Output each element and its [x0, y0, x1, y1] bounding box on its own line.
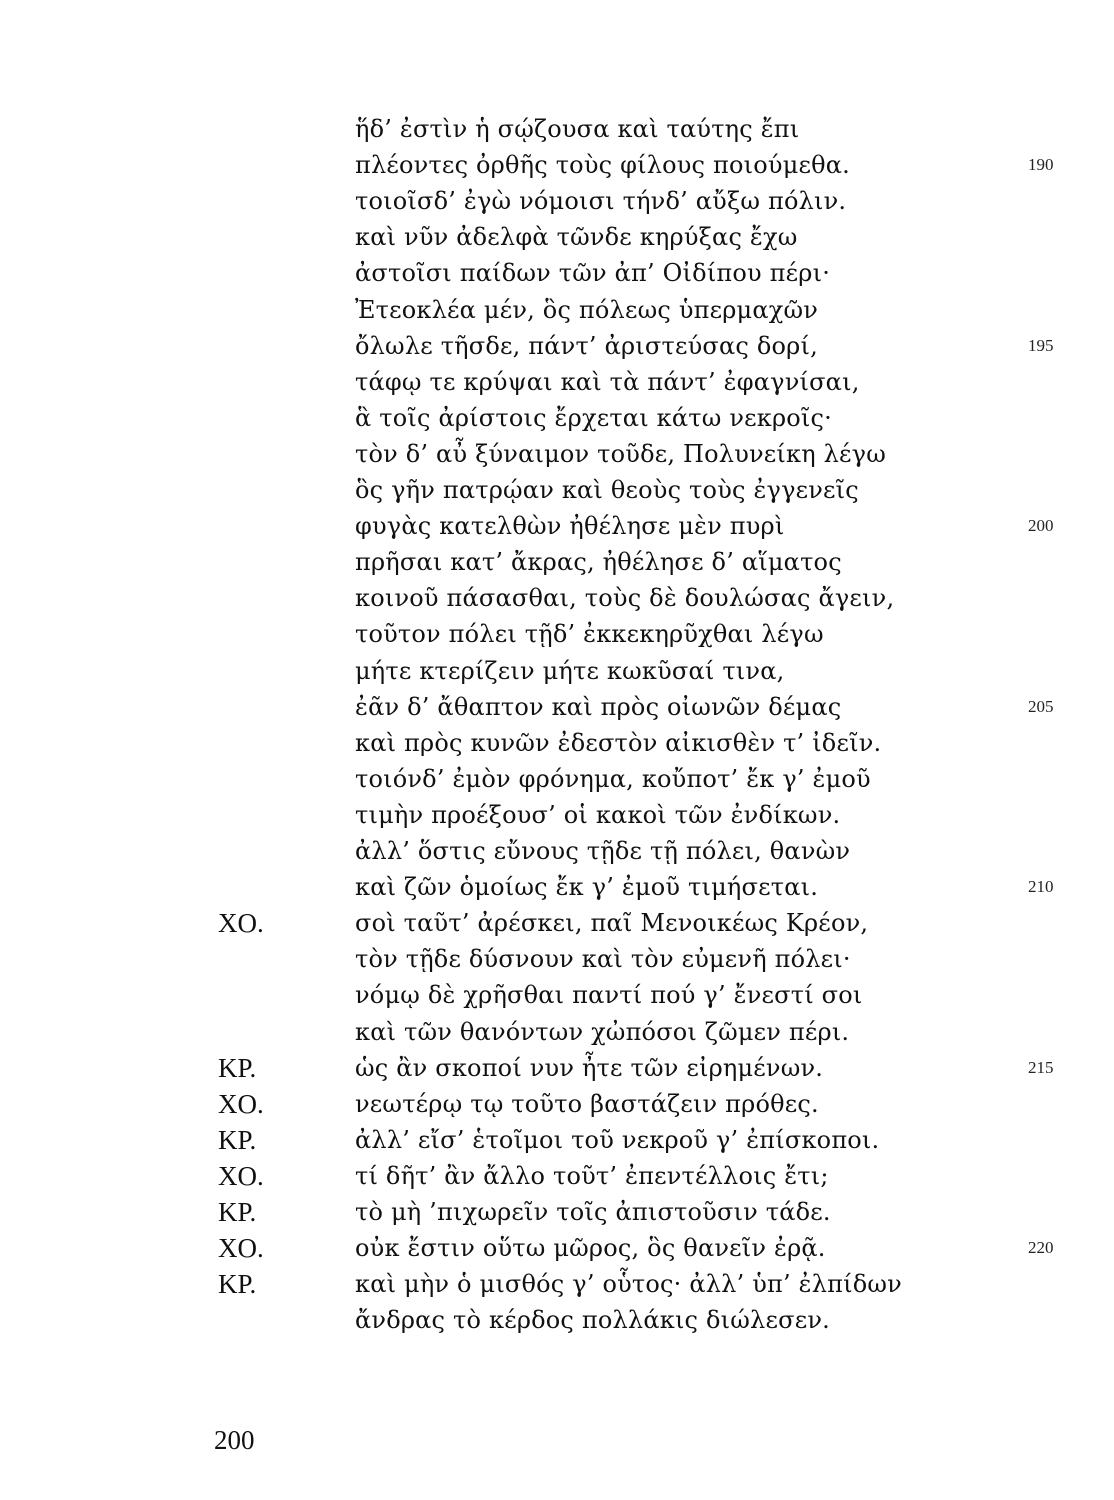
verse-text: τὸ μὴ ’πιχωρεῖν τοῖς ἀπιστοῦσιν τάδε.	[355, 1198, 831, 1226]
verse-text: Ἐτεοκλέα μέν, ὃς πόλεως ὑπερμαχῶν	[355, 295, 819, 324]
verse-text: κοινοῦ πάσασθαι, τοὺς δὲ δουλώσας ἄγειν,	[355, 584, 895, 613]
verse-line	[0, 941, 1114, 977]
verse-text: ἀλλ’ ὅστις εὔνους τῇδε τῇ πόλει, θανὼν	[355, 837, 851, 865]
verse-line	[0, 544, 1114, 580]
line-number: 195	[1028, 335, 1054, 355]
verse-text: τοιόνδ’ ἐμὸν φρόνημα, κοὔποτ’ ἔκ γ’ ἐμοῦ	[355, 764, 871, 793]
verse-line	[0, 183, 1114, 219]
verse-text: φυγὰς κατελθὼν ἠθέλησε μὲν πυρὶ	[355, 512, 785, 541]
verse-text: πλέοντες ὀρθῆς τοὺς φίλους ποιούμεθα.	[355, 151, 851, 180]
verse-line	[0, 436, 1114, 472]
verse-text: ὡς ἂν σκοποί νυν ἦτε τῶν εἰρημένων.	[355, 1053, 824, 1082]
verse-line	[0, 364, 1114, 400]
line-number: 215	[1028, 1057, 1054, 1077]
verse-line	[0, 833, 1114, 869]
verse-line	[0, 400, 1114, 436]
verse-line	[0, 580, 1114, 616]
verse-text: ἥδ’ ἐστὶν ἡ σῴζουσα καὶ ταύτης ἔπι	[355, 115, 800, 143]
verse-line	[0, 1086, 1114, 1122]
verse-line	[0, 616, 1114, 652]
verse-line	[0, 1050, 1114, 1086]
verse-text: πρῆσαι κατ’ ἄκρας, ἠθέλησε δ’ αἵματος	[355, 548, 842, 577]
verse-text: τί δῆτ’ ἂν ἄλλο τοῦτ’ ἐπεντέλλοις ἔτι;	[355, 1161, 829, 1190]
speaker-label: ΧΟ.	[218, 908, 264, 939]
verse-line	[0, 1122, 1114, 1158]
verse-line	[0, 977, 1114, 1013]
speaker-label: ΧΟ.	[218, 1160, 264, 1191]
verse-text: τοῦτον πόλει τῇδ’ ἐκκεκηρῦχθαι λέγω	[355, 620, 824, 649]
verse-line	[0, 1266, 1114, 1302]
speaker-label: ΚΡ.	[218, 1052, 257, 1083]
verse-text: νόμῳ δὲ χρῆσθαι παντί πού γ’ ἔνεστί σοι	[355, 981, 863, 1010]
verse-line	[0, 869, 1114, 905]
verse-text: τοιοῖσδ’ ἐγὼ νόμοισι τήνδ’ αὔξω πόλιν.	[355, 187, 847, 216]
verse-text: καὶ πρὸς κυνῶν ἐδεστὸν αἰκισθὲν τ’ ἰδεῖν.	[355, 728, 882, 757]
verse-line	[0, 111, 1114, 147]
verse-line	[0, 1014, 1114, 1050]
verse-line	[0, 219, 1114, 255]
verse-line	[0, 761, 1114, 797]
verse-line	[0, 328, 1114, 364]
speaker-label: ΚΡ.	[218, 1124, 257, 1155]
speaker-label: ΚΡ.	[218, 1197, 257, 1227]
verse-text: καὶ τῶν θανόντων χὠπόσοι ζῶμεν πέρι.	[355, 1017, 850, 1046]
line-number: 200	[1028, 516, 1054, 536]
verse-line	[0, 472, 1114, 508]
line-number: 210	[1028, 877, 1054, 897]
verse-line	[0, 905, 1114, 941]
verse-text: ἄνδρας τὸ κέρδος πολλάκις διώλεσεν.	[355, 1306, 830, 1335]
speaker-label: ΧΟ.	[218, 1233, 264, 1264]
verse-text: τὸν τῇδε δύσνουν καὶ τὸν εὐμενῆ πόλει·	[355, 945, 851, 974]
speaker-label: ΧΟ.	[218, 1088, 264, 1119]
verse-line	[0, 1302, 1114, 1338]
verse-line	[0, 255, 1114, 291]
verse-text: τὸν δ’ αὖ ξύναιμον τοῦδε, Πολυνείκη λέγω	[355, 439, 886, 468]
verse-text: ὃς γῆν πατρῴαν καὶ θεοὺς τοὺς ἐγγενεῖς	[355, 476, 859, 504]
page-number: 200	[214, 1425, 255, 1455]
verse-line	[0, 653, 1114, 689]
verse-text: καὶ μὴν ὁ μισθός γ’ οὗτος· ἀλλ’ ὑπ’ ἐλπίδων	[355, 1270, 902, 1299]
verse-line	[0, 147, 1114, 183]
verse-text: ἀλλ’ εἴσ’ ἑτοῖμοι τοῦ νεκροῦ γ’ ἐπίσκοποι.	[355, 1125, 880, 1154]
verse-line	[0, 797, 1114, 833]
verse-text: ἐᾶν δ’ ἄθαπτον καὶ πρὸς οἰωνῶν δέμας	[355, 692, 842, 721]
verse-text: οὐκ ἔστιν οὕτω μῶρος, ὃς θανεῖν ἐρᾷ.	[355, 1234, 826, 1263]
verse-text: ἃ τοῖς ἀρίστοις ἔρχεται κάτω νεκροῖς·	[355, 403, 832, 432]
verse-text: τιμὴν προέξουσ’ οἱ κακοὶ τῶν ἐνδίκων.	[355, 800, 841, 829]
speaker-label: ΚΡ.	[218, 1269, 257, 1300]
line-number: 190	[1028, 155, 1054, 175]
verse-text: τάφῳ τε κρύψαι καὶ τὰ πάντ’ ἐφαγνίσαι,	[355, 367, 860, 396]
verse-line	[0, 508, 1114, 544]
verse-line	[0, 1230, 1114, 1266]
verse-text: ἀστοῖσι παίδων τῶν ἀπ’ Οἰδίπου πέρι·	[355, 259, 831, 288]
line-number: 205	[1028, 696, 1054, 716]
verse-line	[0, 1194, 1114, 1230]
verse-line	[0, 292, 1114, 328]
verse-text: μήτε κτερίζειν μήτε κωκῦσαί τινα,	[355, 656, 785, 685]
verse-line	[0, 689, 1114, 725]
line-number: 220	[1028, 1238, 1054, 1258]
verse-text: νεωτέρῳ τῳ τοῦτο βαστάζειν πρόθες.	[355, 1089, 819, 1118]
verse-line	[0, 1158, 1114, 1194]
verse-text: ὄλωλε τῆσδε, πάντ’ ἀριστεύσας δορί,	[355, 331, 818, 360]
verse-text: καὶ ζῶν ὁμοίως ἔκ γ’ ἐμοῦ τιμήσεται.	[355, 873, 819, 902]
verse-line	[0, 725, 1114, 761]
verse-text: σοὶ ταῦτ’ ἀρέσκει, παῖ Μενοικέως Κρέον,	[355, 909, 869, 938]
verse-text: καὶ νῦν ἀδελφὰ τῶνδε κηρύξας ἔχω	[355, 223, 798, 252]
